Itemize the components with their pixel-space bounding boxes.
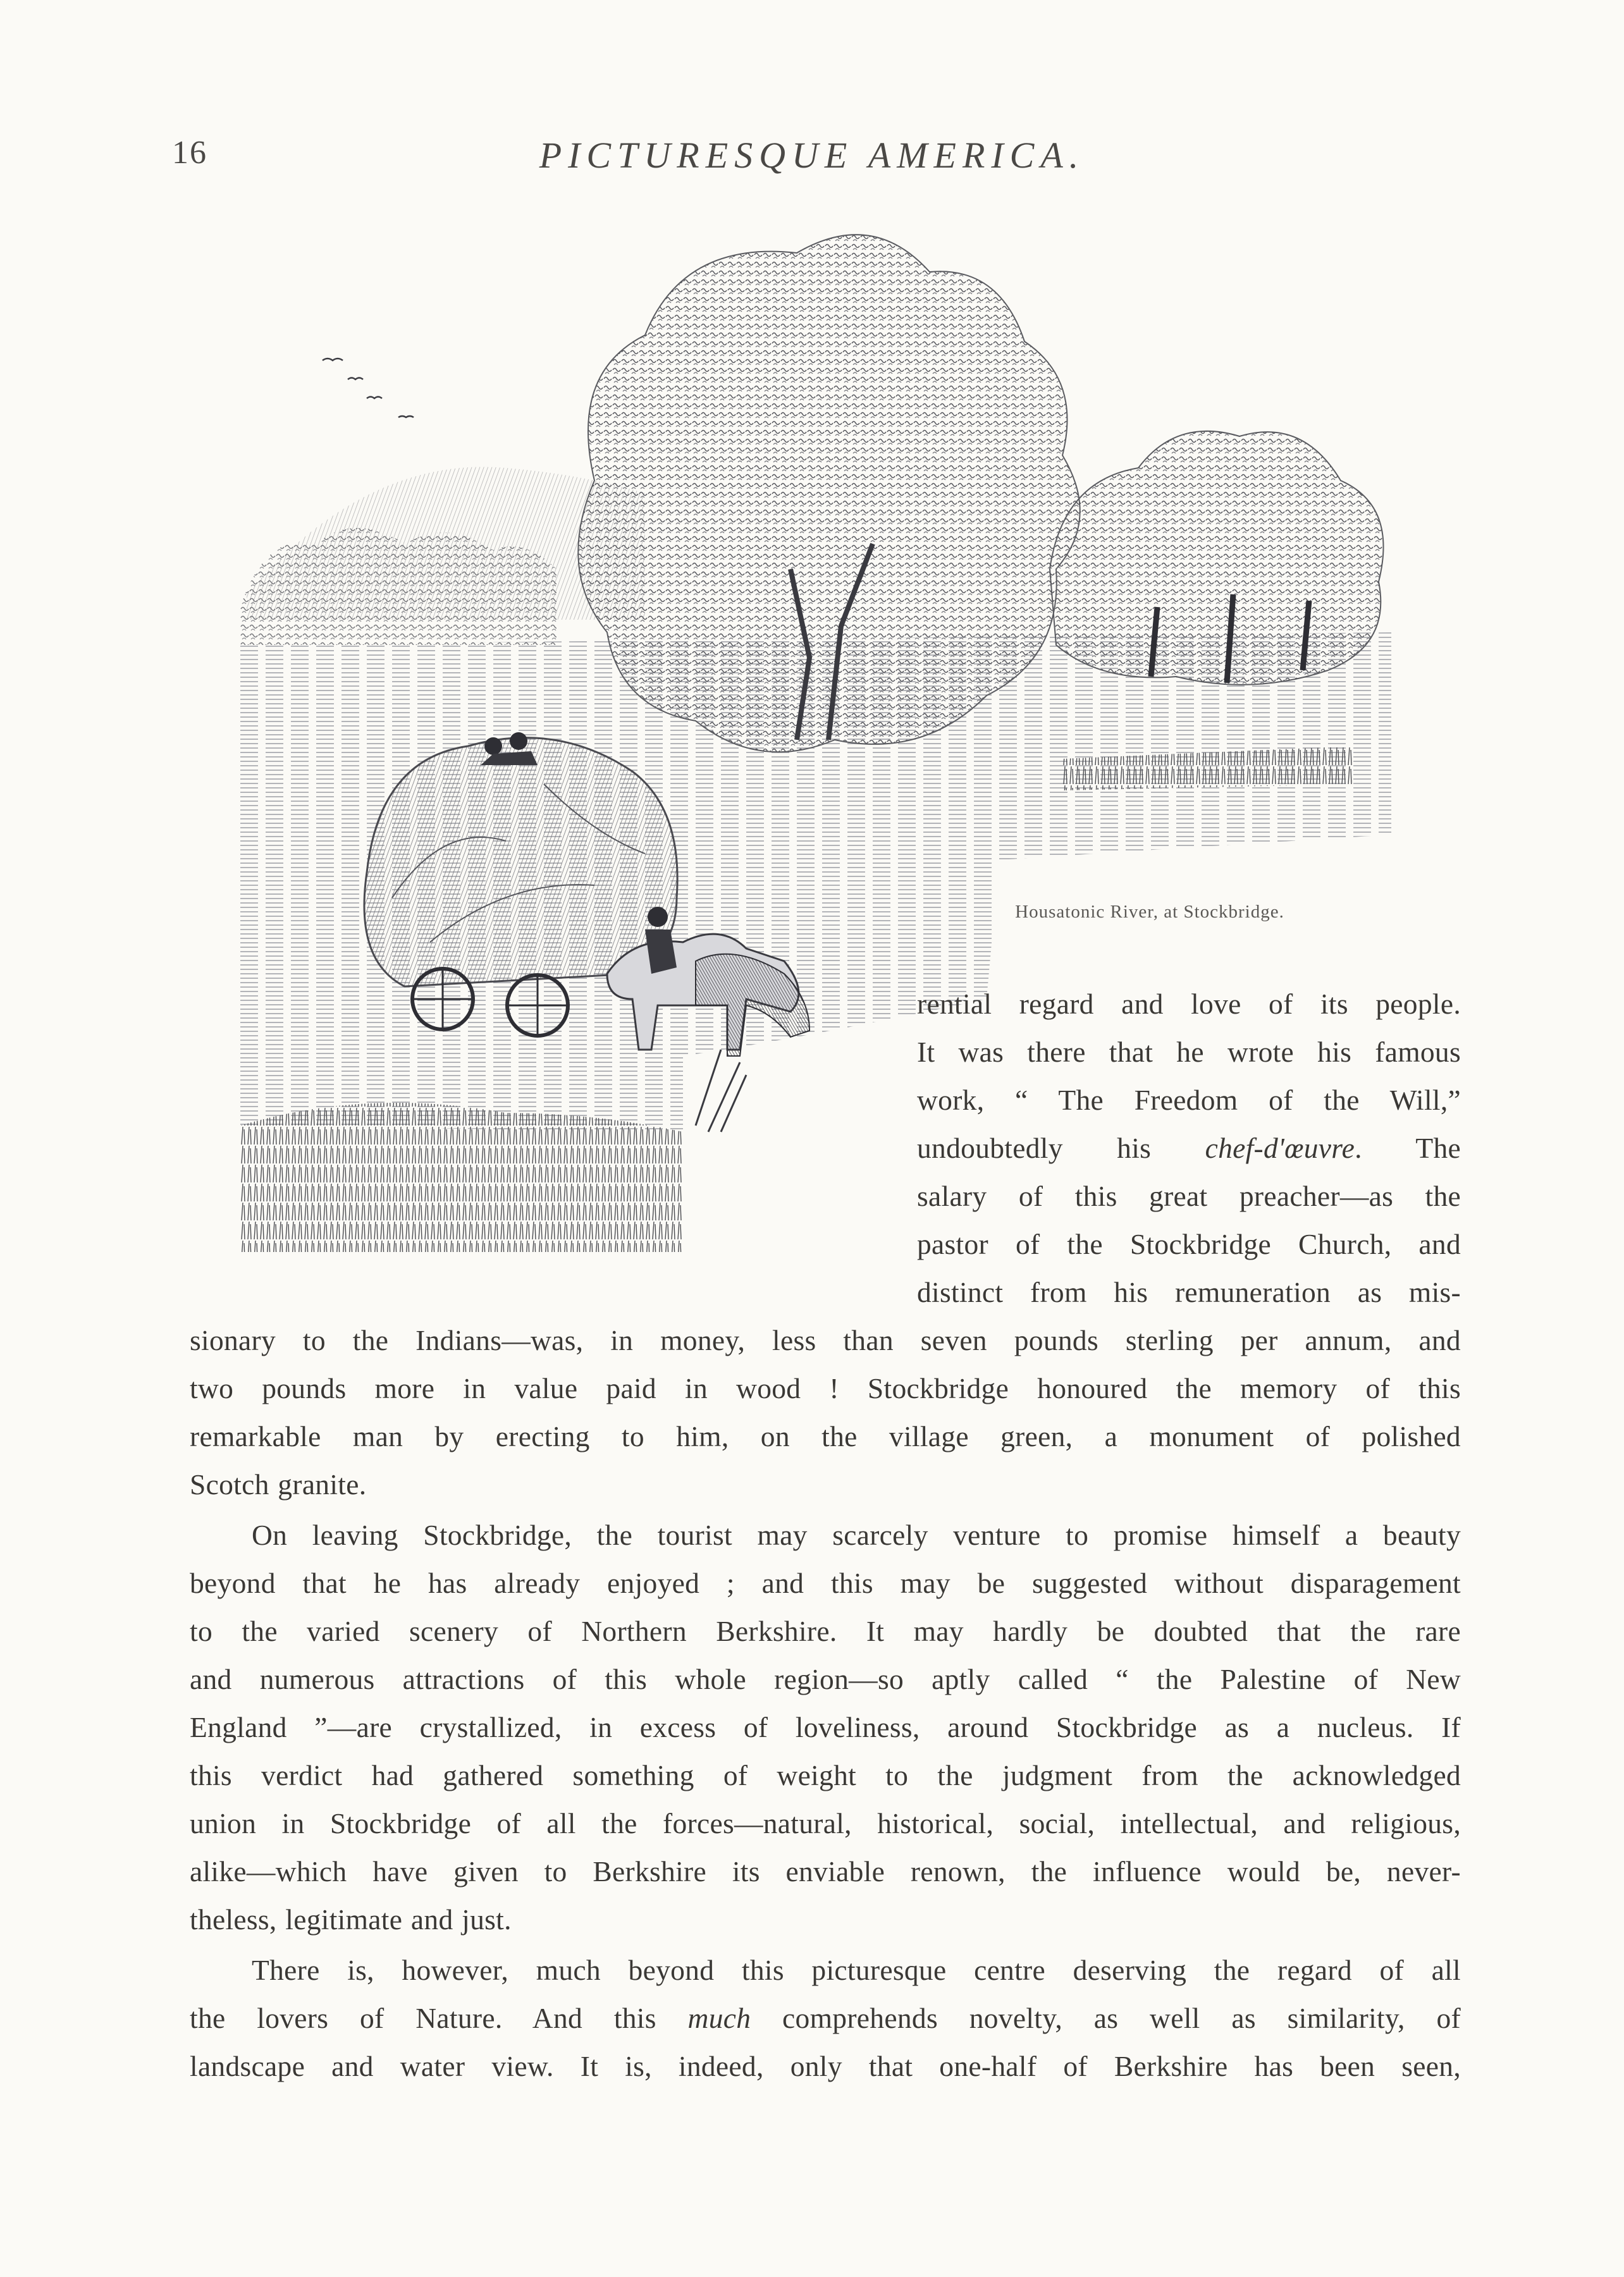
text-line: On leaving Stockbridge, the tourist may scarcely venture to promise himself a beauty <box>252 1519 1461 1551</box>
text-line: beyond that he has already enjoyed ; and this may be suggested without disparagement <box>190 1567 1461 1599</box>
text-line: landscape and water view. It is, indeed, only that one-half of Berkshire has been seen, <box>190 2050 1461 2082</box>
text-line: union in Stockbridge of all the forces—natural, historical, social, intellectual, and religious, <box>190 1807 1461 1839</box>
running-title: PICTURESQUE AMERICA. <box>539 135 1085 176</box>
text-line: theless, legitimate and just. <box>190 1903 512 1936</box>
text-line: this verdict had gathered something of weight to the judgment from the acknowledged <box>190 1759 1461 1791</box>
text-line: England ”—are crystallized, in excess of loveliness, around Stockbridge as a nucleus. If <box>190 1711 1461 1743</box>
text-line: two pounds more in value paid in wood ! Stockbridge honoured the memory of this <box>190 1372 1461 1404</box>
text-line: Scotch granite. <box>190 1468 367 1501</box>
page-number: 16 <box>172 135 207 171</box>
text-line: work, “ The Freedom of the Will,” <box>917 1084 1461 1116</box>
text-line: distinct from his remuneration as mis- <box>917 1276 1461 1308</box>
text-line: to the varied scenery of Northern Berkshire. It may hardly be doubted that the rare <box>190 1615 1461 1647</box>
text-line: undoubtedly his chef-d'œuvre. The <box>917 1132 1461 1164</box>
text-line: salary of this great preacher—as the <box>917 1180 1461 1212</box>
paragraph-continuation <box>190 1316 1461 1509</box>
text-line: sionary to the Indians—was, in money, less than seven pounds sterling per annum, and <box>190 1324 1461 1356</box>
text-line: remarkable man by erecting to him, on the village green, a monument of polished <box>190 1420 1461 1452</box>
text-line: the lovers of Nature. And this much comprehends novelty, as well as similarity, of <box>190 2002 1461 2034</box>
paragraph <box>190 1511 1461 1944</box>
paragraph <box>190 1946 1461 2090</box>
text-line: There is, however, much beyond this picturesque centre deserving the regard of all <box>252 1954 1461 1986</box>
body-text <box>190 980 1461 2090</box>
text-line: pastor of the Stockbridge Church, and <box>917 1228 1461 1260</box>
figure-caption: Housatonic River, at Stockbridge. <box>1015 902 1284 922</box>
text-line: alike—which have given to Berkshire its enviable renown, the influence would be, never- <box>190 1855 1461 1887</box>
wrapped-paragraph-segment <box>917 980 1461 1316</box>
text-line: It was there that he wrote his famous <box>917 1036 1461 1068</box>
text-line: and numerous attractions of this whole region—so aptly called “ the Palestine of New <box>190 1663 1461 1695</box>
text-line: rential regard and love of its people. <box>917 988 1461 1020</box>
